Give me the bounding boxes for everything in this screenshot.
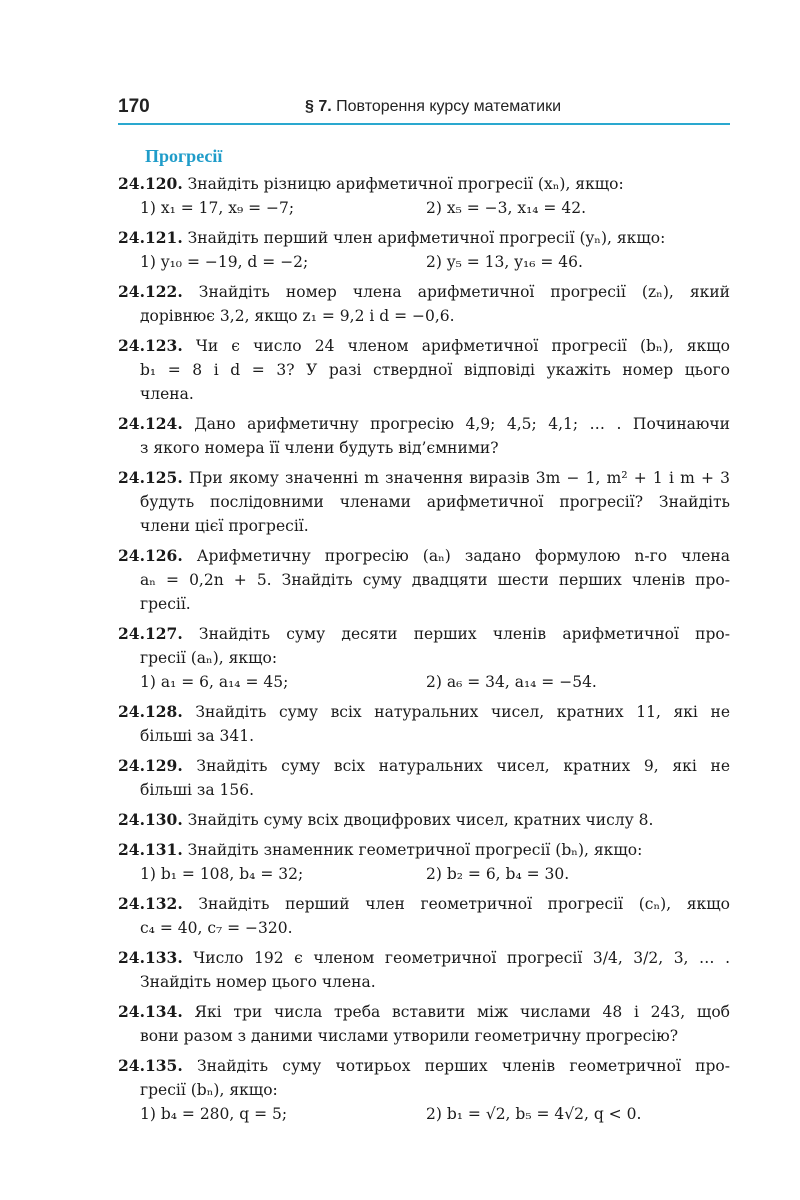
- exercise-first-line: [118, 1054, 730, 1078]
- exercise-item: [118, 466, 730, 538]
- exercise-item: [118, 1054, 730, 1126]
- running-head: [305, 98, 561, 116]
- exercise-item: [118, 838, 730, 886]
- exercise-first-line: [118, 280, 730, 304]
- exercise-continuation: гресії.: [140, 595, 191, 613]
- exercise-item: [118, 334, 730, 406]
- exercise-number: 24.127.: [118, 624, 183, 643]
- exercise-continuation: гресії (bₙ), якщо:: [140, 1081, 278, 1099]
- exercise-item: [118, 622, 730, 694]
- exercise-number: 24.131.: [118, 840, 183, 859]
- exercise-text: Дано арифметичну прогресію 4,9; 4,5; 4,1; … . Починаючи: [182, 415, 730, 433]
- exercise-continuation: з якого номера її члени будуть від’ємними?: [140, 439, 499, 457]
- exercise-continuation: b₁ = 8 і d = 3? У разі ствердної відповіді укажіть номер цього: [140, 361, 730, 379]
- exercise-first-line: [118, 172, 730, 196]
- exercise-item: [118, 280, 730, 328]
- exercise-list: [118, 172, 730, 1132]
- exercise-text: Знайдіть знаменник геометричної прогресії (bₙ), якщо:: [182, 841, 643, 859]
- exercise-options: [118, 1102, 730, 1126]
- exercise-number: 24.121.: [118, 228, 183, 247]
- exercise-item: [118, 544, 730, 616]
- option-2: 2) x₅ = −3, x₁₄ = 42.: [426, 199, 586, 217]
- option-1: 1) b₁ = 108, b₄ = 32;: [140, 865, 304, 883]
- exercise-text: Знайдіть номер члена арифметичної прогресії (zₙ), який: [182, 283, 730, 301]
- exercise-text: Знайдіть суму чотирьох перших членів геометричної про-: [182, 1057, 730, 1075]
- exercise-continuation: aₙ = 0,2n + 5. Знайдіть суму двадцяти шести перших членів про-: [140, 571, 730, 589]
- exercise-first-line: [118, 754, 730, 778]
- exercise-text: Число 192 є членом геометричної прогресії 3/4, 3/2, 3, … .: [182, 949, 730, 967]
- exercise-number: 24.129.: [118, 756, 183, 775]
- exercise-text: Знайдіть суму десяти перших членів арифметичної про-: [182, 625, 730, 643]
- exercise-text: Знайдіть суму всіх двоцифрових чисел, кратних числу 8.: [182, 811, 654, 829]
- exercise-first-line: [118, 544, 730, 568]
- exercise-continuation: члена.: [140, 385, 194, 403]
- exercise-first-line: [118, 412, 730, 436]
- exercise-number: 24.126.: [118, 546, 183, 565]
- exercise-continuation: гресії (aₙ), якщо:: [140, 649, 278, 667]
- exercise-text: Знайдіть різницю арифметичної прогресії (xₙ), якщо:: [182, 175, 624, 193]
- exercise-text: Знайдіть суму всіх натуральних чисел, кратних 9, які не: [182, 757, 730, 775]
- exercise-number: 24.122.: [118, 282, 183, 301]
- exercise-continuation: будуть послідовними членами арифметичної прогресії? Знайдіть: [140, 493, 730, 511]
- exercise-number: 24.125.: [118, 468, 183, 487]
- exercise-options: [118, 862, 730, 886]
- exercise-first-line: [118, 622, 730, 646]
- exercise-item: [118, 412, 730, 460]
- exercise-item: [118, 172, 730, 220]
- option-2: 2) b₁ = √2, b₅ = 4√2, q < 0.: [426, 1105, 642, 1123]
- option-1: 1) a₁ = 6, a₁₄ = 45;: [140, 673, 289, 691]
- section-title: Прогресії: [145, 146, 223, 166]
- exercise-first-line: [118, 466, 730, 490]
- page-number: 170: [118, 96, 150, 117]
- exercise-number: 24.128.: [118, 702, 183, 721]
- exercise-number: 24.123.: [118, 336, 183, 355]
- section-heading: Повторення курсу математики: [336, 98, 561, 115]
- exercise-options: [118, 196, 730, 220]
- option-1: 1) y₁₀ = −19, d = −2;: [140, 253, 309, 271]
- exercise-item: [118, 700, 730, 748]
- exercise-number: 24.120.: [118, 174, 183, 193]
- exercise-first-line: [118, 838, 730, 862]
- exercise-first-line: [118, 892, 730, 916]
- exercise-continuation: Знайдіть номер цього члена.: [140, 973, 376, 991]
- section-mark: § 7.: [305, 98, 332, 115]
- exercise-number: 24.133.: [118, 948, 183, 967]
- exercise-first-line: [118, 700, 730, 724]
- exercise-text: Чи є число 24 членом арифметичної прогресії (bₙ), якщо: [182, 337, 730, 355]
- exercise-text: При якому значенні m значення виразів 3m − 1, m² + 1 і m + 3: [182, 469, 730, 487]
- exercise-continuation: дорівнює 3,2, якщо z₁ = 9,2 і d = −0,6.: [140, 307, 455, 325]
- exercise-text: Знайдіть суму всіх натуральних чисел, кратних 11, які не: [182, 703, 730, 721]
- exercise-continuation: вони разом з даними числами утворили геометричну прогресію?: [140, 1027, 679, 1045]
- exercise-text: Арифметичну прогресію (aₙ) задано формулою n-го члена: [182, 547, 730, 565]
- header-rule: [118, 123, 730, 125]
- exercise-item: [118, 808, 730, 832]
- exercise-item: [118, 226, 730, 274]
- exercise-number: 24.134.: [118, 1002, 183, 1021]
- exercise-first-line: [118, 226, 730, 250]
- option-2: 2) y₅ = 13, y₁₆ = 46.: [426, 253, 583, 271]
- exercise-text: Знайдіть перший член геометричної прогресії (cₙ), якщо: [182, 895, 730, 913]
- page-header: [118, 96, 730, 126]
- exercise-continuation: c₄ = 40, c₇ = −320.: [140, 919, 293, 937]
- exercise-number: 24.130.: [118, 810, 183, 829]
- exercise-options: [118, 250, 730, 274]
- exercise-continuation: більші за 341.: [140, 727, 255, 745]
- exercise-item: [118, 1000, 730, 1048]
- exercise-item: [118, 892, 730, 940]
- exercise-continuation: члени цієї прогресії.: [140, 517, 309, 535]
- exercise-number: 24.132.: [118, 894, 183, 913]
- exercise-continuation: більші за 156.: [140, 781, 255, 799]
- exercise-item: [118, 946, 730, 994]
- exercise-first-line: [118, 946, 730, 970]
- option-2: 2) b₂ = 6, b₄ = 30.: [426, 865, 570, 883]
- exercise-number: 24.124.: [118, 414, 183, 433]
- exercise-item: [118, 754, 730, 802]
- exercise-first-line: [118, 808, 730, 832]
- option-2: 2) a₆ = 34, a₁₄ = −54.: [426, 673, 597, 691]
- exercise-text: Знайдіть перший член арифметичної прогресії (yₙ), якщо:: [182, 229, 666, 247]
- exercise-first-line: [118, 1000, 730, 1024]
- exercise-options: [118, 670, 730, 694]
- exercise-number: 24.135.: [118, 1056, 183, 1075]
- exercise-text: Які три числа треба вставити між числами 48 і 243, щоб: [182, 1003, 730, 1021]
- exercise-first-line: [118, 334, 730, 358]
- option-1: 1) b₄ = 280, q = 5;: [140, 1105, 288, 1123]
- option-1: 1) x₁ = 17, x₉ = −7;: [140, 199, 295, 217]
